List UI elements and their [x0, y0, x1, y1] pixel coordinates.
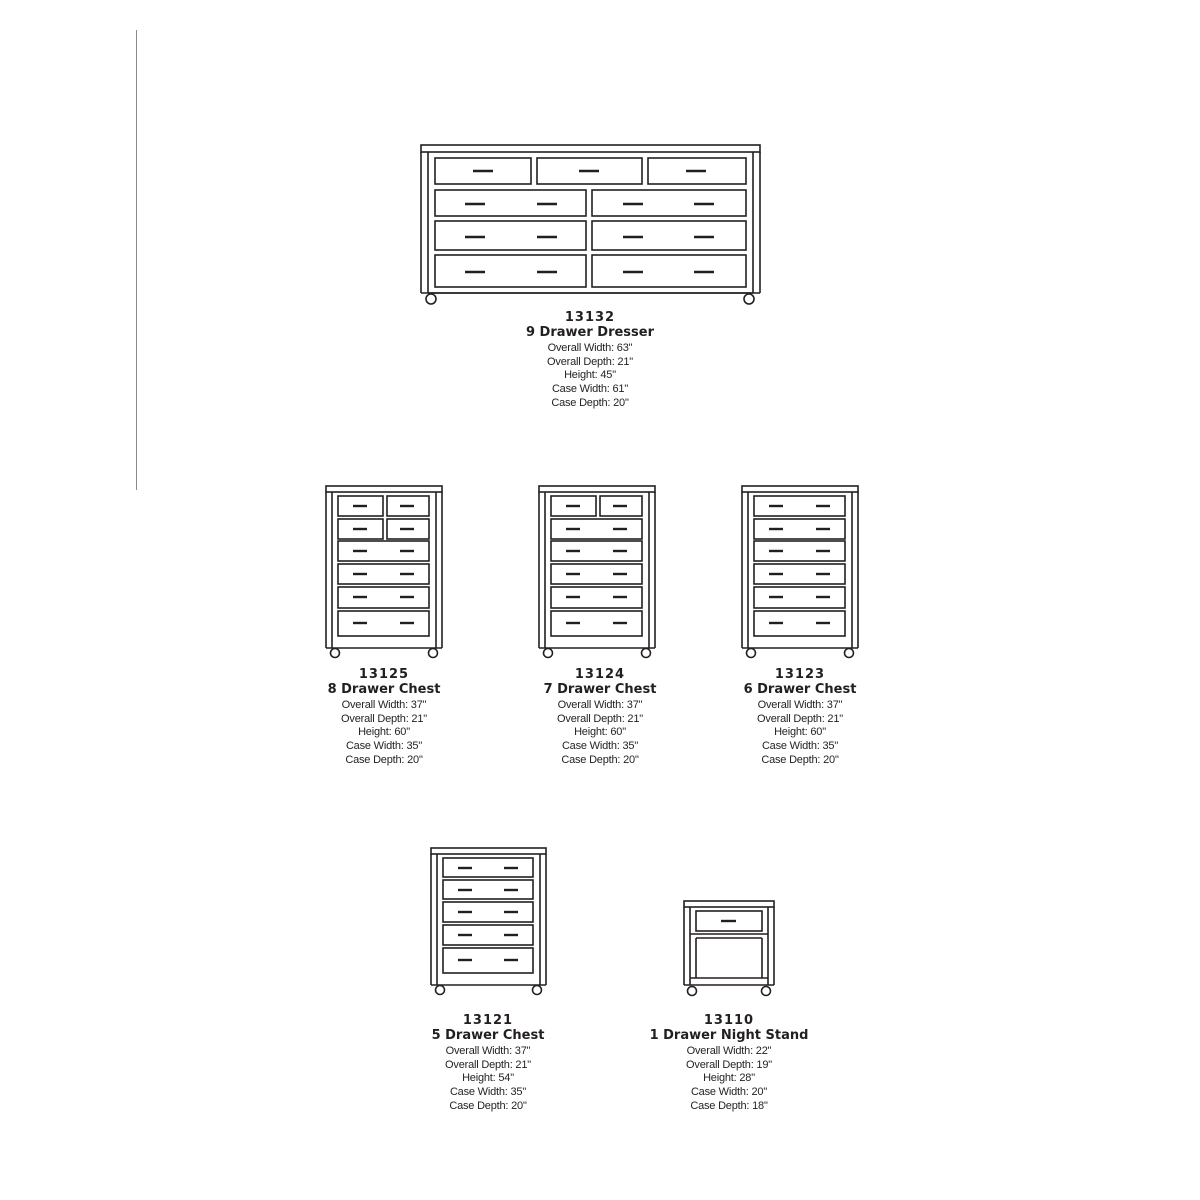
spec-case-depth: Case Depth: 20" [551, 396, 629, 409]
spec-height: Height: 45" [564, 369, 616, 382]
product-code: 13132 [564, 310, 616, 325]
spec-overall-width: Overall Width: 37" [557, 699, 643, 711]
spec-case-width: Case Width: 20" [690, 1086, 768, 1099]
spec-overall-depth: Overall Depth: 21" [341, 712, 427, 725]
spec-overall-depth: Overall Depth: 21" [445, 1058, 531, 1071]
spec-height: Height: 60" [358, 726, 410, 739]
spec-height: Height: 28" [703, 1072, 755, 1085]
spec-case-depth: Case Depth: 20" [449, 1099, 527, 1112]
product-name: 8 Drawer Chest [327, 682, 441, 697]
product-name: 5 Drawer Chest [431, 1028, 545, 1043]
spec-height: Height: 54" [462, 1072, 514, 1085]
product-code: 13125 [358, 667, 410, 682]
product-code: 13121 [462, 1013, 514, 1028]
spec-case-depth: Case Depth: 20" [345, 753, 423, 766]
product-name: 1 Drawer Night Stand [649, 1028, 809, 1043]
spec-overall-width: Overall Width: 63" [547, 342, 633, 354]
product-name: 9 Drawer Dresser [525, 325, 655, 340]
spec-overall-depth: Overall Depth: 21" [757, 712, 843, 725]
product-code: 13110 [703, 1013, 755, 1028]
spec-overall-depth: Overall Depth: 21" [547, 355, 633, 368]
spec-overall-width: Overall Width: 37" [445, 1045, 531, 1057]
spec-case-width: Case Width: 35" [345, 740, 423, 753]
spec-case-depth: Case Depth: 20" [561, 753, 639, 766]
product-name: 6 Drawer Chest [743, 682, 857, 697]
spec-case-width: Case Width: 35" [761, 740, 839, 753]
spec-height: Height: 60" [574, 726, 626, 739]
product-code: 13123 [774, 667, 826, 682]
spec-case-depth: Case Depth: 20" [761, 753, 839, 766]
spec-overall-width: Overall Width: 37" [757, 699, 843, 711]
spec-overall-depth: Overall Depth: 21" [557, 712, 643, 725]
spec-height: Height: 60" [774, 726, 826, 739]
spec-case-width: Case Width: 61" [551, 383, 629, 396]
product-code: 13124 [574, 667, 626, 682]
spec-overall-width: Overall Width: 22" [686, 1045, 772, 1057]
spec-case-depth: Case Depth: 18" [690, 1099, 768, 1112]
spec-case-width: Case Width: 35" [561, 740, 639, 753]
product-name: 7 Drawer Chest [543, 682, 657, 697]
spec-overall-depth: Overall Depth: 19" [686, 1058, 772, 1071]
spec-overall-width: Overall Width: 37" [341, 699, 427, 711]
spec-case-width: Case Width: 35" [449, 1086, 527, 1099]
